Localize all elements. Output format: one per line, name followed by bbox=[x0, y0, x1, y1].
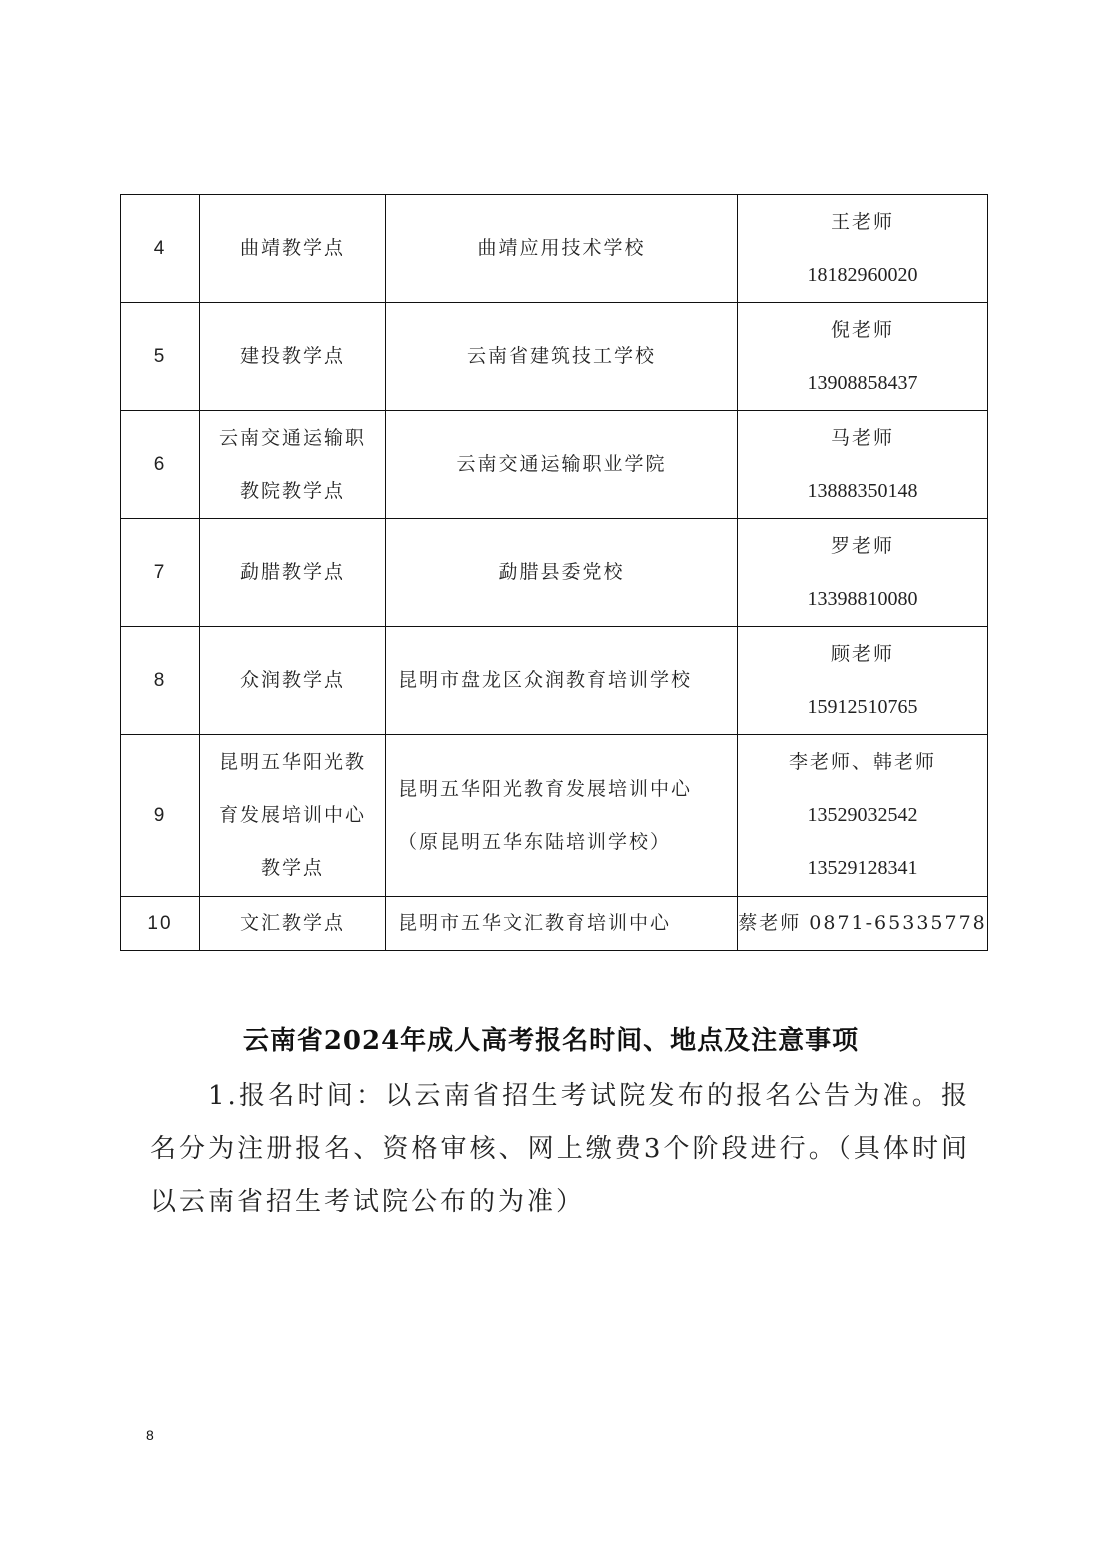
school-cell-line: 勐腊县委党校 bbox=[498, 561, 625, 583]
school-cell-line: 昆明市五华文汇教育培训中心 bbox=[398, 912, 672, 934]
contact-cell bbox=[738, 627, 988, 735]
school-cell-line: 云南交通运输职业学院 bbox=[456, 453, 667, 475]
site-name-cell bbox=[200, 897, 386, 951]
row-number: 7 bbox=[121, 519, 200, 627]
contact-cell bbox=[738, 735, 988, 897]
contact-cell bbox=[738, 303, 988, 411]
school-cell-line: 云南省建筑技工学校 bbox=[466, 345, 656, 367]
table-row bbox=[121, 303, 988, 411]
site-name-cell-line: 建投教学点 bbox=[239, 345, 345, 367]
contact-cell-line: 13529032542 bbox=[807, 804, 918, 826]
site-name-cell bbox=[200, 411, 386, 519]
row-number: 5 bbox=[121, 303, 200, 411]
contact-cell-line: 13398810080 bbox=[807, 587, 918, 610]
table-row bbox=[121, 519, 988, 627]
school-cell-line: 昆明市盘龙区众润教育培训学校 bbox=[398, 669, 693, 691]
site-name-cell-line: 众润教学点 bbox=[239, 669, 345, 691]
contact-cell bbox=[738, 519, 988, 627]
site-name-cell-line: 教院教学点 bbox=[239, 479, 345, 502]
contact-cell-line: 马老师 bbox=[830, 426, 894, 449]
table-row bbox=[121, 195, 988, 303]
site-name-cell-line: 教学点 bbox=[260, 857, 324, 879]
table-row bbox=[121, 897, 988, 951]
site-name-cell bbox=[200, 735, 386, 897]
table-row bbox=[121, 627, 988, 735]
site-name-cell-line: 育发展培训中心 bbox=[218, 804, 366, 826]
school-cell bbox=[386, 627, 738, 735]
contact-cell-line: 18182960020 bbox=[807, 263, 918, 286]
school-cell bbox=[386, 897, 738, 951]
school-cell bbox=[386, 303, 738, 411]
contact-cell bbox=[738, 195, 988, 303]
site-name-cell-line: 文汇教学点 bbox=[239, 912, 345, 934]
row-number: 6 bbox=[121, 411, 200, 519]
school-cell bbox=[386, 519, 738, 627]
contact-cell bbox=[738, 411, 988, 519]
registration-time-paragraph: 1.报名时间：以云南省招生考试院发布的报名公告为准。报名分为注册报名、资格审核、网上缴费3个阶段进行。（具体时间以云南省招生考试院公布的为准） bbox=[150, 1081, 970, 1217]
contact-cell-line: 13888350148 bbox=[807, 479, 918, 502]
contact-cell bbox=[738, 897, 988, 951]
page-number: 8 bbox=[146, 1427, 154, 1443]
school-cell-line: 昆明五华阳光教育发展培训中心 bbox=[398, 777, 693, 800]
site-name-cell bbox=[200, 519, 386, 627]
contact-cell-line: 李老师、韩老师 bbox=[788, 751, 936, 773]
contact-cell-line: 15912510765 bbox=[807, 695, 918, 718]
site-name-cell bbox=[200, 195, 386, 303]
row-number: 8 bbox=[121, 627, 200, 735]
contact-cell-line: 13908858437 bbox=[807, 371, 918, 394]
contact-cell-line: 蔡老师 0871-65335778 bbox=[738, 912, 987, 934]
school-cell bbox=[386, 411, 738, 519]
site-name-cell bbox=[200, 627, 386, 735]
school-cell-line: （原昆明五华东陆培训学校） bbox=[398, 830, 672, 853]
school-cell bbox=[386, 195, 738, 303]
row-number: 4 bbox=[121, 195, 200, 303]
section-title: 云南省2024年成人高考报名时间、地点及注意事项 bbox=[242, 1026, 860, 1056]
site-name-cell-line: 曲靖教学点 bbox=[239, 237, 345, 259]
contact-cell-line: 罗老师 bbox=[830, 534, 894, 557]
site-name-cell-line: 昆明五华阳光教 bbox=[218, 751, 366, 773]
table-row bbox=[121, 735, 988, 897]
contact-cell-line: 王老师 bbox=[830, 210, 894, 233]
row-number: 10 bbox=[121, 897, 200, 951]
site-name-cell-line: 云南交通运输职 bbox=[218, 426, 366, 449]
site-name-cell bbox=[200, 303, 386, 411]
table-row bbox=[121, 411, 988, 519]
teaching-sites-table bbox=[120, 194, 988, 951]
school-cell bbox=[386, 735, 738, 897]
contact-cell-line: 倪老师 bbox=[830, 318, 894, 341]
contact-cell-line: 顾老师 bbox=[830, 642, 894, 665]
site-name-cell-line: 勐腊教学点 bbox=[239, 561, 345, 583]
school-cell-line: 曲靖应用技术学校 bbox=[477, 237, 646, 259]
row-number: 9 bbox=[121, 735, 200, 897]
contact-cell-line: 13529128341 bbox=[807, 857, 918, 879]
